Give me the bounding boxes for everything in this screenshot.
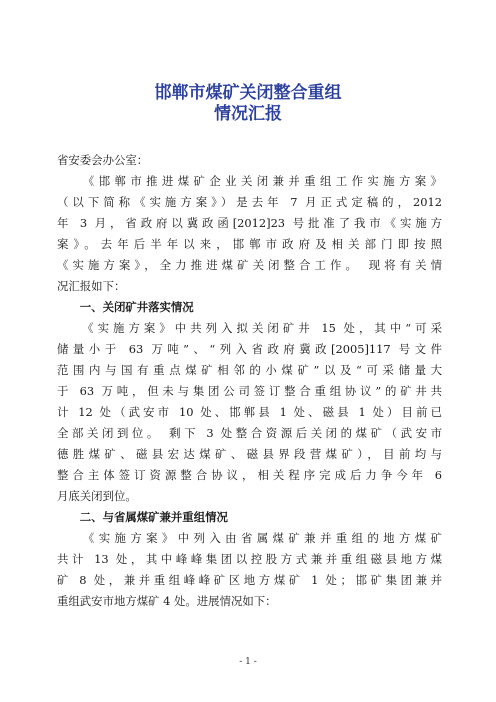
paragraph-line: 《实施方案》中共列入拟关闭矿井 15 处，其中“可采 [57, 321, 442, 335]
paragraph-line: 《实施方案》中列入由省属煤矿兼并重组的地方煤矿 [57, 531, 442, 545]
paragraph-line: 年 3 月，省政府以冀政函[2012]23 号批准了我市《实施方 [57, 216, 442, 230]
salutation: 省安委会办公室： [57, 153, 149, 167]
document-title: 邯郸市煤矿关闭整合重组 [154, 83, 342, 103]
paragraph-line: 共计 13 处，其中峰峰集团以控股方式兼并重组磁县地方煤 [57, 552, 442, 566]
paragraph-line: 月底关闭到位。 [57, 489, 137, 503]
section-heading-2: 二、与省属煤矿兼并重组情况 [57, 510, 228, 524]
paragraph-line: 《实施方案》，全力推进煤矿关闭整合工作。 现将有关情 [57, 258, 442, 272]
paragraph-line: 范围内与国有重点煤矿相邻的小煤矿”以及“可采储量大 [57, 363, 442, 377]
paragraph-line: （以下简称《实施方案》）是去年 7 月正式定稿的，2012 [57, 195, 442, 209]
page-number: - 1 - [239, 657, 257, 667]
paragraph-line: 矿 8 处，兼并重组峰峰矿区地方煤矿 1 处；邯矿集团兼并 [57, 573, 442, 587]
section-heading-1: 一、关闭矿井落实情况 [57, 300, 194, 314]
paragraph-line: 整合主体签订资源整合协议，相关程序完成后力争今年 6 [57, 468, 442, 482]
paragraph-line: 重组武安市地方煤矿 4 处。进展情况如下： [57, 594, 277, 608]
paragraph-line: 案》。去年后半年以来，邯郸市政府及相关部门即按照 [57, 237, 442, 251]
paragraph-line: 全部关闭到位。 剩下 3 处整合资源后关闭的煤矿（武安市 [57, 426, 442, 440]
paragraph-line: 储量小于 63 万吨”、“列入省政府冀政[2005]117 号文件 [57, 342, 442, 356]
paragraph-line: 德胜煤矿、磁县宏达煤矿、磁县界段营煤矿），目前均与 [57, 447, 442, 461]
paragraph-line: 于 63 万吨，但未与集团公司签订整合重组协议”的矿井共 [57, 384, 442, 398]
paragraph-line: 况汇报如下： [57, 279, 126, 293]
paragraph-line: 《邯郸市推进煤矿企业关闭兼并重组工作实施方案》 [57, 174, 442, 188]
document-subtitle: 情况汇报 [214, 104, 282, 124]
paragraph-line: 计 12 处（武安市 10 处、邯郸县 1 处、磁县 1 处）目前已 [57, 405, 442, 419]
